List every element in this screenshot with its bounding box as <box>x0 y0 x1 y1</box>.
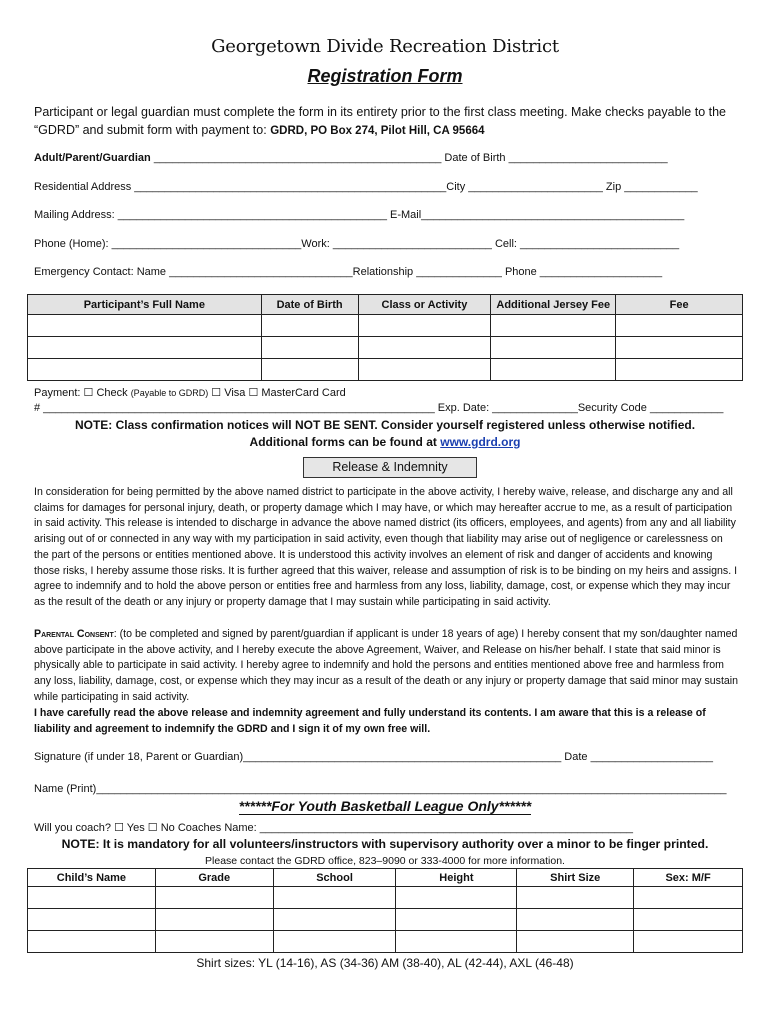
form-title: Registration Form <box>307 66 463 86</box>
guardian-line-rest: _______________________________________________ Date of Birth __________________________ <box>153 152 668 164</box>
additional-forms-text: Additional forms can be found at <box>249 435 437 449</box>
youth-basketball-title <box>0 798 770 814</box>
organization-name: Georgetown Divide Recreation District <box>211 36 559 57</box>
payment-card-options[interactable]: ☐ Visa ☐ MasterCard Card <box>211 387 346 399</box>
mailing-address-line[interactable]: Mailing Address: ____________________________________________ E-Mail___________________________________________ <box>34 209 685 221</box>
table-cell[interactable] <box>273 931 396 953</box>
parental-consent-text: : (to be completed and signed by parent/guardian if applicant is under 18 years of age) I hereby consent that my son/daughter named above participate in the above activity, and I hereby execute the above Agreement, Waiver, and Release on his/her behalf. I state that said minor is physically able to participate in said activity. I hereby agree to indemnify and hold the persons and entities mentioned above free and harmless from any loss, liability, damage, cost, or expense which they may incur as a result of the death or any injury or property damage that said minor may sustain while participating in said activity. <box>34 628 739 703</box>
mailing-address: GDRD, PO Box 274, Pilot Hill, CA 95664 <box>270 125 485 137</box>
table-cell[interactable] <box>517 887 634 909</box>
table-cell[interactable] <box>358 315 491 337</box>
table-cell[interactable] <box>28 315 262 337</box>
table-row[interactable] <box>28 887 743 909</box>
table-cell[interactable] <box>28 887 156 909</box>
table-row[interactable] <box>28 337 743 359</box>
table-row[interactable] <box>28 315 743 337</box>
guardian-label: Adult/Parent/Guardian <box>34 152 151 164</box>
header-fee: Fee <box>616 295 743 315</box>
table-cell[interactable] <box>517 909 634 931</box>
release-paragraph: In consideration for being permitted by the above named district to participate in the above activity, I hereby waive, release, and discharge any and all claims for damages for personal injury, death, or property damage which I may have, or which may hereafter accrue to me, as a result of participation in said activity. This release is intended to discharge in advance the above named district (its officers, employees, and agents) from any and all liability arising out of or connected in any way with my participation in said activity, even though that liability may arise out of negligence or carelessness on the part of the persons or entities mentioned above. It is understood this activity involves an element of risk and danger of accidents and knowing those risks, I hereby assume those risks. It is further agreed that this waiver, release and assumption of risk is to be binding on my heirs and assigns. I agree to indemnify and to hold the above person or entities free and harmless from any loss, liability, damage, cost, or expense which they may incur as the result of the death or any injury or property damage that I may sustain while participating in said activity. <box>34 486 738 608</box>
signature-line[interactable]: Signature (if under 18, Parent or Guardian)____________________________________________________ Date ____________________ <box>34 751 713 763</box>
table-cell[interactable] <box>28 337 262 359</box>
confirmation-note: NOTE: Class confirmation notices will NOT BE SENT. Consider yourself registered unless otherwise notified. <box>74 418 696 432</box>
table-cell[interactable] <box>358 337 491 359</box>
header-height: Height <box>396 869 517 887</box>
table-cell[interactable] <box>634 931 743 953</box>
table-cell[interactable] <box>491 315 616 337</box>
release-section-title: Release & Indemnity <box>303 457 477 478</box>
header-grade: Grade <box>155 869 273 887</box>
table-cell[interactable] <box>155 887 273 909</box>
table-cell[interactable] <box>28 931 156 953</box>
acknowledgement-text: I have carefully read the above release and indemnity agreement and fully understand its contents. I am aware that this is a release of liability and agreement to indemnify the GDRD and I sign it of my own free will. <box>34 707 706 735</box>
contact-info: Please contact the GDRD office, 823–9090 or 333-4000 for more information. <box>205 855 565 867</box>
print-name-line[interactable]: Name (Print)_______________________________________________________________________________________________________ <box>34 783 727 795</box>
table-cell[interactable] <box>616 315 743 337</box>
guardian-line[interactable] <box>34 152 668 164</box>
table-cell[interactable] <box>155 909 273 931</box>
table-row[interactable] <box>28 909 743 931</box>
table-cell[interactable] <box>155 931 273 953</box>
fingerprint-note <box>0 837 770 851</box>
gdrd-website-link[interactable]: www.gdrd.org <box>440 435 521 449</box>
intro-instructions: Participant or legal guardian must complete the form in its entirety prior to the first class meeting. Make checks payable to the “GDRD” and submit form with payment to: <box>34 105 726 137</box>
table-cell[interactable] <box>616 359 743 381</box>
table-cell[interactable] <box>28 909 156 931</box>
residential-address-line[interactable]: Residential Address ___________________________________________________City ______________________ Zip ____________ <box>34 181 698 193</box>
card-number-line[interactable]: # ________________________________________________________________ Exp. Date: ______________Security Code ____________ <box>34 402 724 414</box>
additional-forms-line <box>0 435 770 449</box>
table-cell[interactable] <box>273 887 396 909</box>
payment-check-option[interactable]: Payment: ☐ Check <box>34 387 128 399</box>
table-cell[interactable] <box>28 359 262 381</box>
table-cell[interactable] <box>517 931 634 953</box>
header-shirt-size: Shirt Size <box>517 869 634 887</box>
table-cell[interactable] <box>396 931 517 953</box>
payable-note: (Payable to GDRD) <box>130 388 209 398</box>
table-cell[interactable] <box>634 909 743 931</box>
parental-consent-paragraph <box>34 627 740 706</box>
participants-header-row <box>28 295 743 315</box>
table-cell[interactable] <box>616 337 743 359</box>
parental-consent-label: Parental Consent <box>34 628 114 640</box>
table-cell[interactable] <box>273 909 396 931</box>
table-cell[interactable] <box>261 337 358 359</box>
table-row[interactable] <box>28 359 743 381</box>
intro-text <box>34 103 734 140</box>
table-cell[interactable] <box>358 359 491 381</box>
coach-line[interactable]: Will you coach? ☐ Yes ☐ No Coaches Name: _____________________________________________________________ <box>34 822 633 834</box>
table-row[interactable] <box>28 931 743 953</box>
table-cell[interactable] <box>396 909 517 931</box>
phone-line[interactable]: Phone (Home): _______________________________Work: __________________________ Cell: __________________________ <box>34 238 680 250</box>
youth-basketball-title-text: ******For Youth Basketball League Only****** <box>238 798 532 814</box>
fingerprint-note-text: : It is mandatory for all volunteers/instructors with supervisory authority over a minor to be finger printed. <box>95 837 709 851</box>
table-cell[interactable] <box>634 887 743 909</box>
shirt-sizes-legend: Shirt sizes: YL (14-16), AS (34-36) AM (38-40), AL (42-44), AXL (46-48) <box>196 956 574 970</box>
header-school: School <box>273 869 396 887</box>
fingerprint-note-label: NOTE <box>61 837 96 851</box>
youth-table <box>27 868 743 953</box>
header-sex: Sex: M/F <box>634 869 743 887</box>
payment-method-line[interactable] <box>34 386 346 399</box>
participants-table <box>27 294 743 381</box>
emergency-contact-line[interactable]: Emergency Contact: Name ______________________________Relationship ______________ Phone ____________________ <box>34 266 663 278</box>
header-class-activity: Class or Activity <box>358 295 491 315</box>
table-cell[interactable] <box>491 359 616 381</box>
table-cell[interactable] <box>261 315 358 337</box>
table-cell[interactable] <box>396 887 517 909</box>
header-child-name: Child’s Name <box>28 869 156 887</box>
header-date-of-birth: Date of Birth <box>261 295 358 315</box>
youth-header-row <box>28 869 743 887</box>
table-cell[interactable] <box>491 337 616 359</box>
header-jersey-fee: Additional Jersey Fee <box>491 295 616 315</box>
table-cell[interactable] <box>261 359 358 381</box>
header-participant-name: Participant’s Full Name <box>28 295 262 315</box>
